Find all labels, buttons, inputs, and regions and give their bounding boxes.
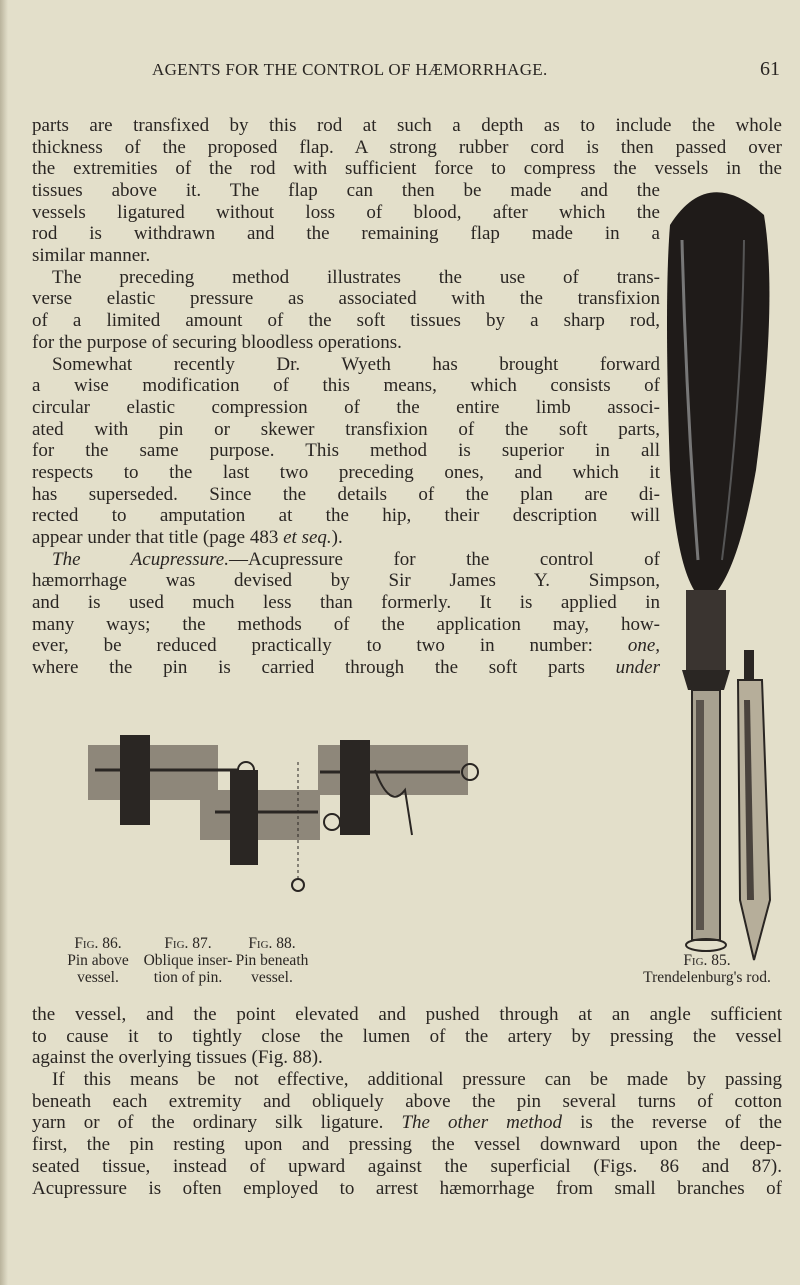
- text-run: appear under that title (page 483: [32, 527, 284, 548]
- caption-fig-88: [217, 935, 327, 986]
- text-run: against the overlying tissues (Fig. 88).: [32, 1047, 323, 1069]
- fig-86-line2: vessel.: [77, 969, 119, 986]
- text-line: [32, 1178, 782, 1200]
- text-line: [32, 549, 660, 571]
- text-run: ated with pin or skewer transfixion of the soft parts,: [32, 418, 660, 440]
- text-line: [32, 310, 660, 332]
- text-line: [32, 592, 660, 614]
- text-line: [32, 115, 782, 137]
- text-line: [32, 354, 660, 376]
- italic-text: et seq.: [283, 527, 332, 548]
- fig-87-label: Fig. 87.: [164, 935, 212, 952]
- fig-88-line2: vessel.: [251, 969, 293, 986]
- text-line: [32, 375, 660, 397]
- text-line: [32, 570, 660, 592]
- text-line: [32, 505, 660, 527]
- fig-87-line1: Oblique inser-: [143, 952, 233, 969]
- fig-88-label: Fig. 88.: [248, 935, 296, 952]
- text-line: [32, 1112, 782, 1134]
- text-run: tissues above it. The flap can then be made and the: [32, 180, 660, 201]
- fig-88-pin-beneath-vessel-drawing: [318, 740, 478, 835]
- text-line: [32, 1004, 782, 1026]
- text-line: [32, 1134, 782, 1156]
- text-line: [32, 440, 660, 462]
- text-run: first, the pin resting upon and pressing the vessel downward upon the deep-: [32, 1134, 782, 1156]
- text-line: [32, 419, 660, 441]
- text-run: —Acupressure for the control of: [228, 548, 660, 570]
- fig-86-line1: Pin above: [67, 952, 129, 969]
- text-run: beneath each extremity and obliquely above the pin several turns of cotton: [32, 1090, 782, 1112]
- text-run: has superseded. Since the details of the plan are di-: [32, 483, 660, 505]
- text-line: [32, 202, 660, 224]
- fig-85-line1: Trendelenburg's rod.: [643, 969, 771, 986]
- caption-fig-85: [627, 952, 787, 986]
- text-run: similar manner.: [32, 245, 151, 267]
- text-line: [32, 635, 660, 657]
- text-run: respects to the last two preceding ones, and which it: [32, 461, 660, 483]
- italic-text: under: [615, 657, 660, 679]
- text-run: ).: [331, 527, 343, 548]
- text-run: parts are transfixed by this rod at such a depth as to include the whole: [32, 115, 782, 136]
- text-line: [32, 1047, 782, 1069]
- italic-text: one,: [627, 635, 660, 657]
- text-run: a wise modification of this means, which consists of: [32, 375, 660, 397]
- text-run: verse elastic pressure as associated with the transfixion: [32, 288, 660, 310]
- text-run: thickness of the proposed flap. A strong rubber cord is then passed over: [32, 136, 782, 158]
- italic-text: The Acupressure.: [52, 548, 229, 570]
- running-header: AGENTS FOR THE CONTROL OF HÆMORRHAGE.: [152, 60, 548, 79]
- text-run: circular elastic compression of the entire limb associ-: [32, 396, 660, 418]
- italic-text: The other method: [401, 1112, 563, 1134]
- text-line: [32, 288, 660, 310]
- text-line: [32, 158, 782, 180]
- fig-85-trendelenburg-rod-drawing: [667, 192, 770, 960]
- text-run: many ways; the methods of the application may, how-: [32, 613, 660, 635]
- text-line: [32, 1026, 782, 1048]
- text-run: to cause it to tightly close the lumen of the artery by pressing the vessel: [32, 1025, 782, 1047]
- text-line: [32, 245, 660, 267]
- fig-87-line2: tion of pin.: [153, 969, 223, 986]
- text-run: Acupressure is often employed to arrest hæmorrhage from small branches of: [32, 1177, 782, 1199]
- text-line: [32, 527, 660, 549]
- text-line: [32, 180, 660, 202]
- fig-88-line1: Pin beneath: [235, 952, 309, 969]
- text-line: [32, 462, 660, 484]
- text-run: vessels ligatured without loss of blood, after which the: [32, 201, 660, 223]
- paragraph-block-top: [32, 115, 782, 180]
- text-run: for the purpose of securing bloodless operations.: [32, 331, 402, 353]
- text-run: the extremities of the rod with sufficient force to compress the vessels in the: [32, 158, 782, 180]
- text-line: [32, 1069, 782, 1091]
- text-run: is the reverse of the: [562, 1112, 782, 1134]
- text-run: where the pin is carried through the soft parts: [32, 657, 616, 679]
- page-number: 61: [760, 58, 780, 80]
- text-line: [32, 1091, 782, 1113]
- text-line: [32, 397, 660, 419]
- text-line: [32, 223, 660, 245]
- text-line: [32, 614, 660, 636]
- text-line: [32, 484, 660, 506]
- text-run: of a limited amount of the soft tissues by a sharp rod,: [32, 310, 660, 332]
- text-line: [32, 657, 660, 679]
- text-run: If this means be not effective, additional pressure can be made by passing: [52, 1069, 782, 1091]
- paragraph-block-narrow: [32, 180, 660, 679]
- text-run: for the same purpose. This method is superior in all: [32, 440, 660, 462]
- text-run: rected to amputation at the hip, their description will: [32, 505, 660, 527]
- text-run: seated tissue, instead of upward against the superficial (Figs. 86 and 87).: [32, 1155, 782, 1177]
- text-run: The preceding method illustrates the use of trans-: [52, 266, 660, 288]
- text-run: and is used much less than formerly. It is applied in: [32, 592, 660, 614]
- text-run: yarn or of the ordinary silk ligature.: [32, 1112, 402, 1134]
- paragraph-block-bottom: [32, 1004, 782, 1199]
- fig-86-label: Fig. 86.: [74, 935, 122, 952]
- text-line: [32, 1156, 782, 1178]
- fig-85-label: Fig. 85.: [683, 952, 731, 969]
- text-run: Somewhat recently Dr. Wyeth has brought forward: [52, 353, 660, 375]
- text-run: rod is withdrawn and the remaining flap made in a: [32, 223, 660, 245]
- text-run: the vessel, and the point elevated and pushed through at an angle sufficient: [32, 1004, 782, 1025]
- text-run: hæmorrhage was devised by Sir James Y. Simpson,: [32, 570, 660, 592]
- text-line: [32, 332, 660, 354]
- text-run: ever, be reduced practically to two in number:: [32, 635, 628, 657]
- text-line: [32, 267, 660, 289]
- text-line: [32, 137, 782, 159]
